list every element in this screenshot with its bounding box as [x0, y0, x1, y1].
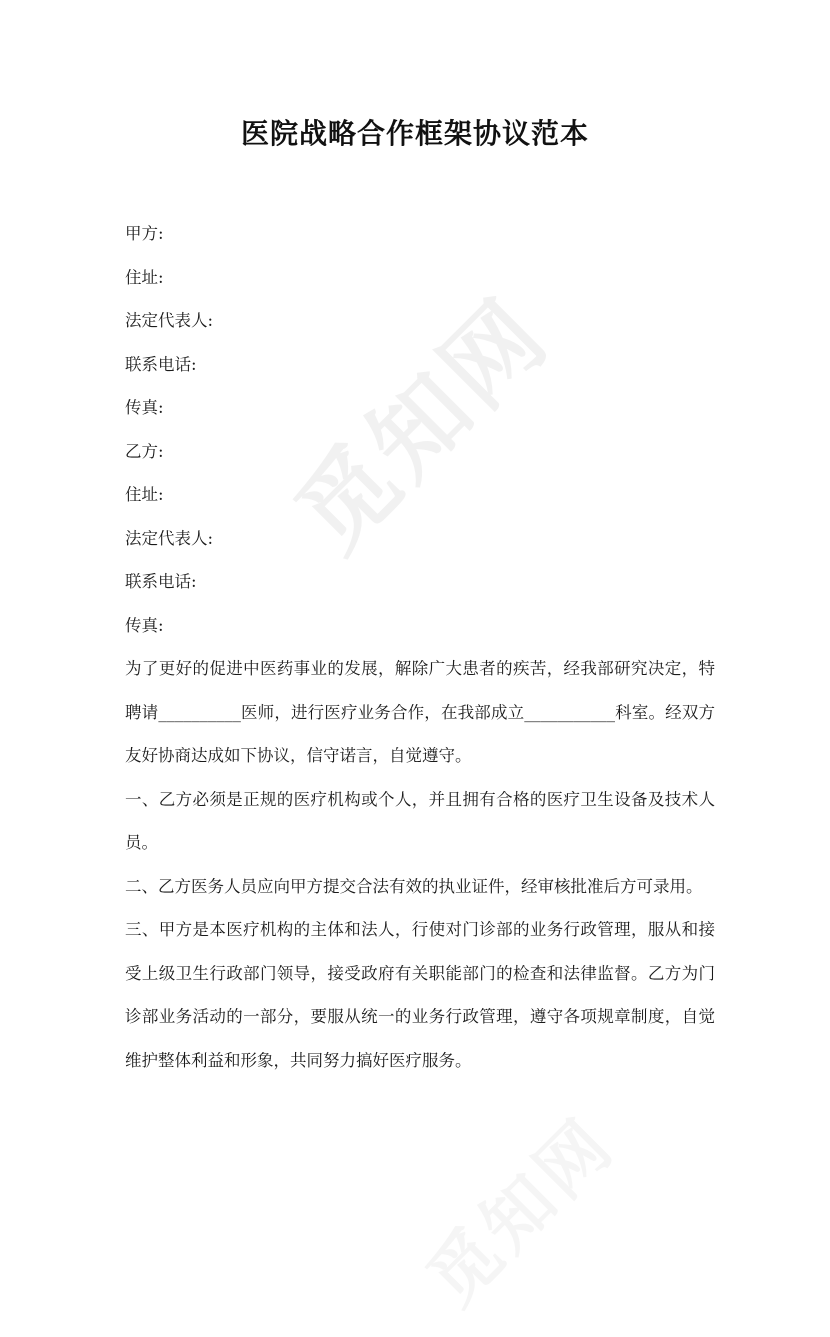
document-body — [125, 212, 715, 1082]
party-b-fax-label: 传真: — [125, 615, 164, 635]
party-a-address-label: 住址: — [125, 267, 164, 287]
intro-paragraph: 为了更好的促进中医药事业的发展，解除广大患者的疾苦，经我部研究决定，特聘请__________医师，进行医疗业务合作，在我部成立___________科室。经双方友好协商达成如下协议，信守诺言，自觉遵守。 — [125, 659, 715, 765]
party-a-fax-label: 传真: — [125, 398, 164, 417]
party-b-section — [125, 430, 715, 648]
party-b-phone-label: 联系电话: — [125, 572, 197, 591]
party-b-name-label: 乙方: — [125, 441, 164, 461]
party-b-legal-rep-label: 法定代表人: — [125, 528, 214, 548]
party-a-legal-rep-label: 法定代表人: — [125, 311, 214, 330]
watermark: 觅知网 — [275, 277, 571, 573]
party-a-name-label: 甲方: — [125, 224, 164, 243]
clause-3: 三、甲方是本医疗机构的主体和法人，行使对门诊部的业务行政管理，服从和接受上级卫生行政部门领导，接受政府有关职能部门的检查和法律监督。乙方为门诊部业务活动的一部分，要服从统一的业务行政管理，遵守各项规章制度，自觉维护整体利益和形象，共同努力搞好医疗服务。 — [125, 920, 715, 1070]
party-b-address-label: 住址: — [125, 485, 164, 504]
document-title: 医院战略合作框架协议范本 — [240, 117, 589, 150]
clause-1: 一、乙方必须是正规的医疗机构或个人，并且拥有合格的医疗卫生设备及技术人员。 — [125, 789, 715, 852]
party-a-phone-label: 联系电话: — [125, 354, 197, 374]
party-a-section — [125, 212, 715, 430]
clause-2: 二、乙方医务人员应向甲方提交合法有效的执业证件，经审核批准后方可录用。 — [125, 876, 703, 896]
